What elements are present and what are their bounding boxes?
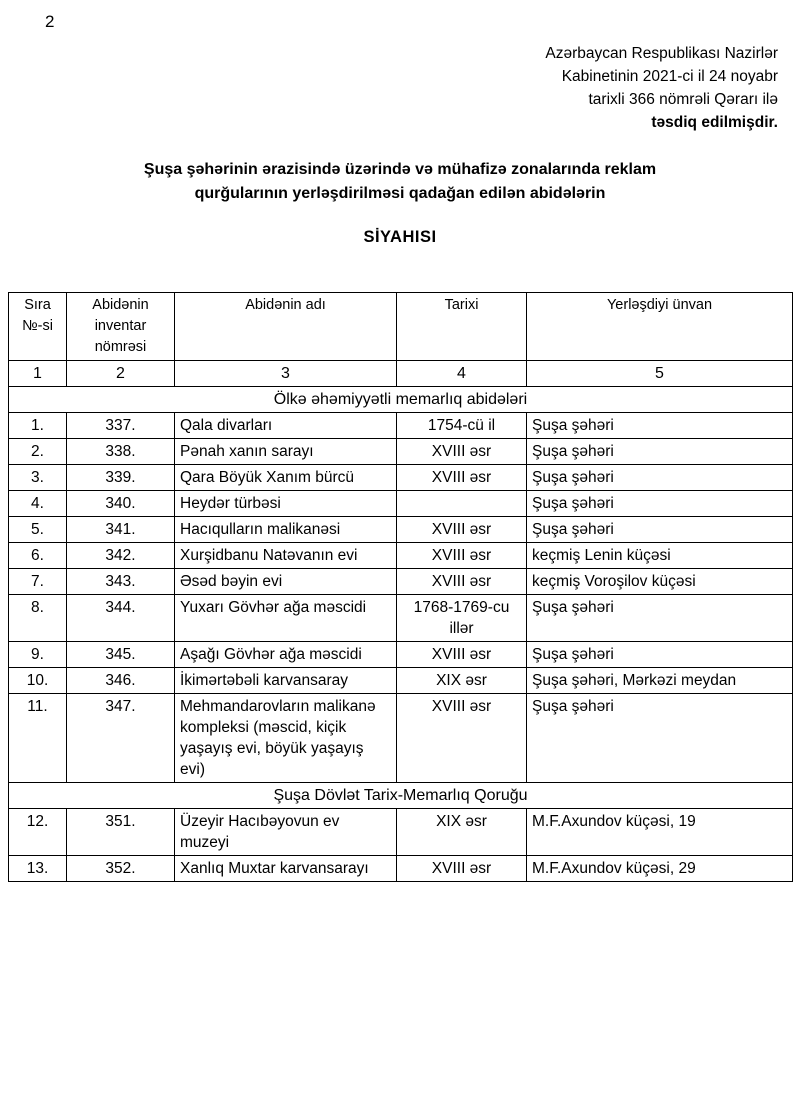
cell-inventory: 342. — [67, 543, 175, 569]
cell-order: 12. — [9, 809, 67, 856]
monuments-table — [8, 292, 793, 882]
table-row — [9, 543, 793, 569]
cell-date: XVIII əsr — [397, 642, 527, 668]
cell-inventory: 345. — [67, 642, 175, 668]
table-row — [9, 809, 793, 856]
cell-order: 6. — [9, 543, 67, 569]
cell-date: XIX əsr — [397, 668, 527, 694]
section-header-row — [9, 783, 793, 809]
cell-date: XVIII əsr — [397, 543, 527, 569]
cell-inventory: 347. — [67, 694, 175, 783]
cell-inventory: 339. — [67, 465, 175, 491]
cell-name: Xanlıq Muxtar karvansarayı — [175, 856, 397, 882]
approval-block — [448, 42, 778, 134]
cell-order: 3. — [9, 465, 67, 491]
table-row — [9, 465, 793, 491]
page-title-line-2: qurğularının yerləşdirilməsi qadağan edilən abidələrin — [194, 185, 606, 202]
table-row — [9, 668, 793, 694]
cell-name: Əsəd bəyin evi — [175, 569, 397, 595]
cell-order: 2. — [9, 439, 67, 465]
column-number-2: 2 — [67, 361, 175, 387]
column-number-3: 3 — [175, 361, 397, 387]
page-title-line-1: Şuşa şəhərinin ərazisində üzərində və mühafizə zonalarında reklam — [143, 161, 657, 178]
cell-address: M.F.Axundov küçəsi, 29 — [527, 856, 793, 882]
cell-date: XVIII əsr — [397, 517, 527, 543]
table-column-number-row — [9, 361, 793, 387]
column-header-date: Tarixi — [397, 293, 527, 361]
column-number-1: 1 — [9, 361, 67, 387]
page-title — [40, 158, 760, 206]
cell-order: 5. — [9, 517, 67, 543]
cell-inventory: 352. — [67, 856, 175, 882]
cell-name: Üzeyir Hacıbəyovun ev muzeyi — [175, 809, 397, 856]
cell-address: keçmiş Voroşilov küçəsi — [527, 569, 793, 595]
approval-line-2: Kabinetinin 2021-ci il 24 noyabr — [561, 68, 778, 85]
cell-inventory: 340. — [67, 491, 175, 517]
table-row — [9, 439, 793, 465]
column-header-order: Sıra №-si — [9, 293, 67, 361]
approval-line-3: tarixli 366 nömrəli Qərarı ilə — [588, 91, 778, 108]
cell-name: Mehmandarovların malikanə kompleksi (məscid, kiçik yaşayış evi, böyük yaşayış evi) — [175, 694, 397, 783]
cell-inventory: 338. — [67, 439, 175, 465]
cell-order: 13. — [9, 856, 67, 882]
cell-inventory: 346. — [67, 668, 175, 694]
cell-address: Şuşa şəhəri — [527, 465, 793, 491]
column-header-inventory: Abidənin inventar nömrəsi — [67, 293, 175, 361]
table-row — [9, 491, 793, 517]
cell-inventory: 341. — [67, 517, 175, 543]
cell-date: 1754-cü il — [397, 413, 527, 439]
section-header-row — [9, 387, 793, 413]
cell-date: XVIII əsr — [397, 569, 527, 595]
cell-name: Pənah xanın sarayı — [175, 439, 397, 465]
section-title-national-monuments: Ölkə əhəmiyyətli memarlıq abidələri — [9, 387, 793, 413]
cell-inventory: 337. — [67, 413, 175, 439]
cell-name: İkimərtəbəli karvansaray — [175, 668, 397, 694]
cell-name: Yuxarı Gövhər ağa məscidi — [175, 595, 397, 642]
cell-order: 10. — [9, 668, 67, 694]
table-row — [9, 694, 793, 783]
cell-address: Şuşa şəhəri — [527, 491, 793, 517]
cell-order: 1. — [9, 413, 67, 439]
cell-inventory: 351. — [67, 809, 175, 856]
cell-address: Şuşa şəhəri, Mərkəzi meydan — [527, 668, 793, 694]
cell-address: Şuşa şəhəri — [527, 642, 793, 668]
cell-address: Şuşa şəhəri — [527, 694, 793, 783]
approval-bold-line: təsdiq edilmişdir. — [651, 114, 778, 131]
page-number: 2 — [45, 12, 55, 31]
cell-inventory: 343. — [67, 569, 175, 595]
cell-name: Hacıqulların malikanəsi — [175, 517, 397, 543]
column-number-4: 4 — [397, 361, 527, 387]
cell-address: Şuşa şəhəri — [527, 413, 793, 439]
cell-order: 9. — [9, 642, 67, 668]
cell-address: M.F.Axundov küçəsi, 19 — [527, 809, 793, 856]
table-row — [9, 517, 793, 543]
cell-inventory: 344. — [67, 595, 175, 642]
cell-date: XVIII əsr — [397, 439, 527, 465]
cell-name: Qara Böyük Xanım bürcü — [175, 465, 397, 491]
cell-address: keçmiş Lenin küçəsi — [527, 543, 793, 569]
cell-order: 4. — [9, 491, 67, 517]
cell-address: Şuşa şəhəri — [527, 595, 793, 642]
column-header-name: Abidənin adı — [175, 293, 397, 361]
cell-address: Şuşa şəhəri — [527, 517, 793, 543]
table-header-row — [9, 293, 793, 361]
cell-address: Şuşa şəhəri — [527, 439, 793, 465]
cell-date: XVIII əsr — [397, 694, 527, 783]
column-header-address: Yerləşdiyi ünvan — [527, 293, 793, 361]
cell-date: 1768-1769-cu illər — [397, 595, 527, 642]
table-row — [9, 642, 793, 668]
page-subtitle: SİYAHISI — [363, 228, 437, 246]
table-row — [9, 569, 793, 595]
cell-name: Xurşidbanu Natəvanın evi — [175, 543, 397, 569]
cell-date: XVIII əsr — [397, 465, 527, 491]
cell-order: 8. — [9, 595, 67, 642]
table-row — [9, 595, 793, 642]
column-number-5: 5 — [527, 361, 793, 387]
approval-line-1: Azərbaycan Respublikası Nazirlər — [545, 45, 778, 62]
cell-date: XIX əsr — [397, 809, 527, 856]
cell-name: Aşağı Gövhər ağa məscidi — [175, 642, 397, 668]
cell-date: XVIII əsr — [397, 856, 527, 882]
cell-order: 7. — [9, 569, 67, 595]
cell-name: Qala divarları — [175, 413, 397, 439]
section-title-shusha-reserve: Şuşa Dövlət Tarix-Memarlıq Qoruğu — [9, 783, 793, 809]
cell-name: Heydər türbəsi — [175, 491, 397, 517]
cell-date — [397, 491, 527, 517]
cell-order: 11. — [9, 694, 67, 783]
table-row — [9, 413, 793, 439]
table-row — [9, 856, 793, 882]
